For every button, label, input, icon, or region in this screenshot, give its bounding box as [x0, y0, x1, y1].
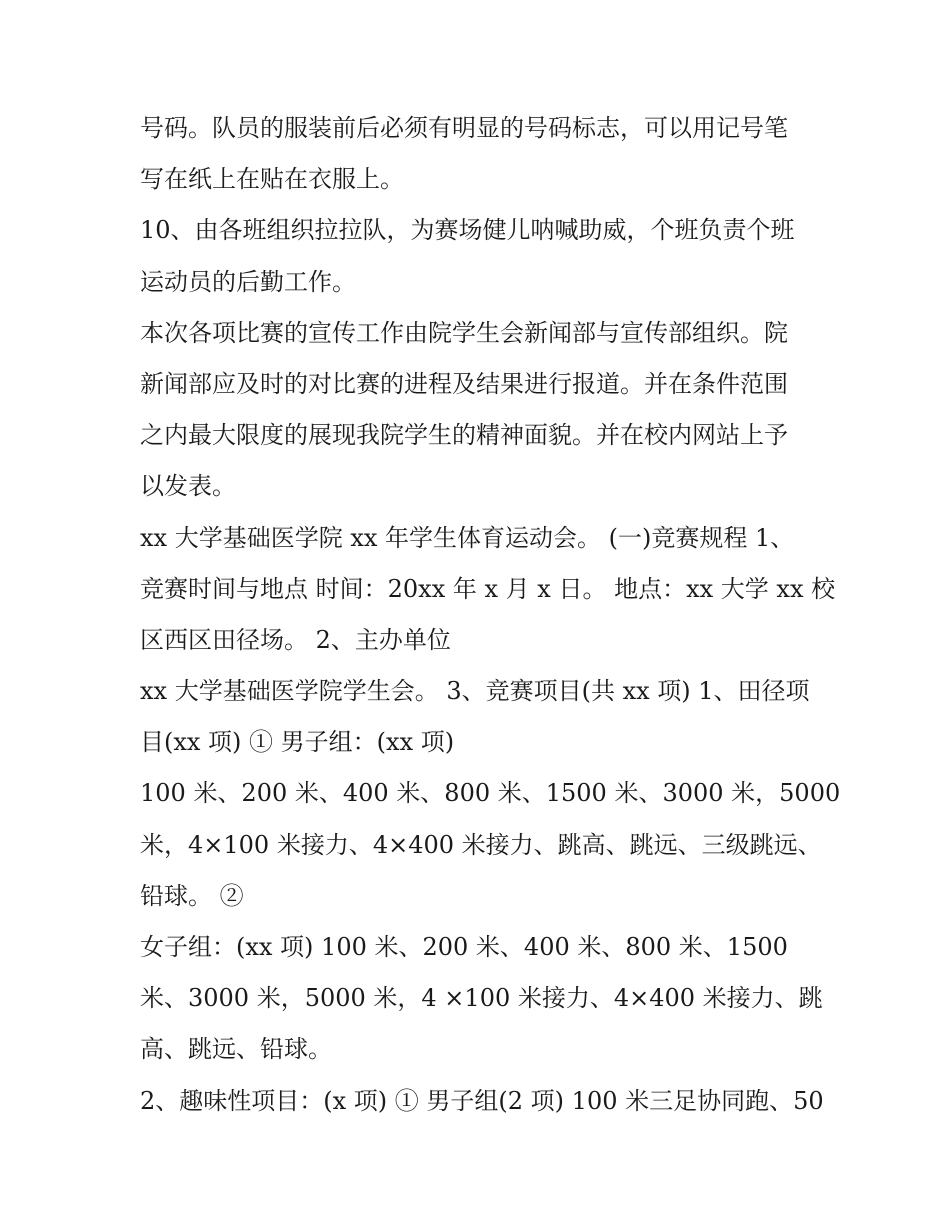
body-text — [140, 103, 841, 1127]
text-line: 新闻部应及时的对比赛的进程及结果进行报道。并在条件范围 — [140, 369, 788, 398]
text-line: 女子组：(xx 项) 100 米、200 米、400 米、800 米、1500 — [140, 933, 788, 961]
text-line: 铅球。 ② — [140, 881, 244, 910]
text-line: 本次各项比赛的宣传工作由院学生会新闻部与宣传部组织。院 — [140, 318, 788, 347]
text-line: 米，4×100 米接力、4×400 米接力、跳高、跳远、三级跳远、 — [140, 830, 822, 859]
text-line: 以发表。 — [140, 472, 236, 501]
text-line: 竞赛时间与地点 时间：20xx 年 x 月 x 日。 地点：xx 大学 xx 校 — [140, 574, 836, 603]
text-line: 写在纸上在贴在衣服上。 — [140, 165, 404, 194]
text-line: 2、趣味性项目：(x 项) ① 男子组(2 项) 100 米三足协同跑、50 — [140, 1086, 824, 1115]
text-line: 号码。队员的服装前后必须有明显的号码标志，可以用记号笔 — [140, 114, 788, 142]
text-line: xx 大学基础医学院 xx 年学生体育运动会。 (一)竞赛规程 1、 — [140, 523, 795, 552]
text-line: 100 米、200 米、400 米、800 米、1500 米、3000 米，5000 — [140, 779, 841, 808]
text-line: 10、由各班组织拉拉队，为赛场健儿呐喊助威，个班负责个班 — [140, 216, 795, 245]
text-line: xx 大学基础医学院学生会。 3、竞赛项目(共 xx 项) 1、田径项 — [140, 677, 810, 706]
text-line: 米、3000 米，5000 米，4 ×100 米接力、4×400 米接力、跳 — [140, 984, 823, 1013]
text-line: 之内最大限度的展现我院学生的精神面貌。并在校内网站上予 — [140, 421, 788, 450]
text-line: 区西区田径场。 2、主办单位 — [140, 625, 451, 654]
text-line: 运动员的后勤工作。 — [140, 267, 356, 296]
text-line: 目(xx 项) ① 男子组：(xx 项) — [140, 728, 455, 757]
text-line: 高、跳远、铅球。 — [140, 1035, 332, 1064]
